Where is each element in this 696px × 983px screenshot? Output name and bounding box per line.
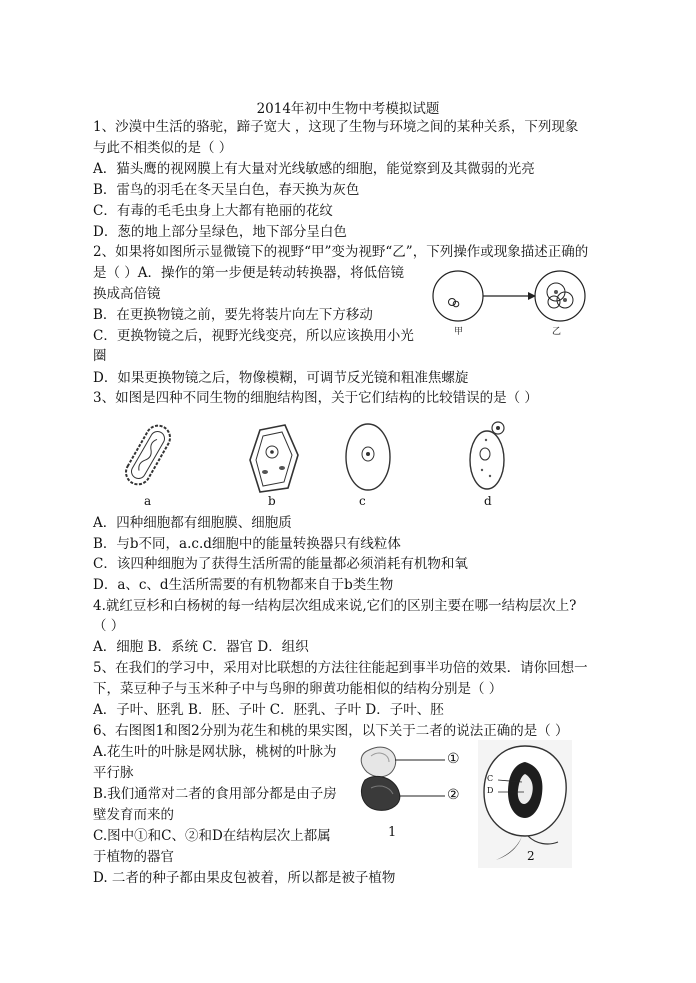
q4-stem-line2: （ ） xyxy=(93,618,125,634)
q3-option-d: D．a、c、d生活所需要的有机物都来自于b类生物 xyxy=(93,577,394,593)
q2-option-a-cont: 换成高倍镜 xyxy=(93,286,161,302)
figure-1-number: 1 xyxy=(388,825,397,840)
q2-stem-line1: 2、如果将如图所示显微镜下的视野“甲”变为视野“乙”，下列操作或现象描述正确的 xyxy=(93,244,589,260)
q5-stem-line1: 5、在我们的学习中，采用对比联想的方法往往能起到事半功倍的效果．请你回想一 xyxy=(93,660,588,676)
q2-option-c-cont: 圈 xyxy=(93,348,107,364)
field-label-yi: 乙 xyxy=(552,327,562,337)
q3-option-a: A．四种细胞都有细胞膜、细胞质 xyxy=(93,515,292,531)
peanut-fruit-figure xyxy=(355,740,470,845)
peach-drawing xyxy=(478,740,572,868)
q6-option-c-line1: C.图中①和C、②和D在结构层次上都属 xyxy=(93,828,331,844)
q1-option-a: A．猫头鹰的视网膜上有大量对光线敏感的细胞，能觉察到及其微弱的光亮 xyxy=(93,161,535,177)
figure-2-number: 2 xyxy=(527,849,535,863)
microscope-field-figure xyxy=(430,262,600,342)
q6-option-d: D. 二者的种子都由果皮包被着，所以都是被子植物 xyxy=(93,870,396,886)
q4-options: A．细胞 B．系统 C．器官 D．组织 xyxy=(93,639,309,655)
cell-label-c: c xyxy=(359,494,366,508)
q2-option-c: C．更换物镜之后，视野光线变亮，所以应该换用小光 xyxy=(93,328,414,344)
peach-fruit-figure xyxy=(478,740,572,868)
q3-option-b: B．与b不同，a.c.d细胞中的能量转换器只有线粒体 xyxy=(93,536,401,552)
q2-option-d: D．如果更换物镜之后，物像模糊，可调节反光镜和粗准焦螺旋 xyxy=(93,370,469,386)
q2-option-b: B．在更换物镜之前，要先将装片向左下方移动 xyxy=(93,307,373,323)
q1-option-d: D．葱的地上部分呈绿色，地下部分呈白色 xyxy=(93,224,347,240)
q1-option-b: B．雷鸟的羽毛在冬天呈白色，春天换为灰色 xyxy=(93,182,360,198)
q2-stem-line2: 是（ ）A．操作的第一步便是转动转换器，将低倍镜 xyxy=(93,265,405,281)
q4-stem-line1: 4.就红豆杉和白杨树的每一结构层次组成来说,它们的区别主要在哪一结构层次上? xyxy=(93,598,577,614)
cell-label-d: d xyxy=(484,494,492,508)
q3-stem: 3、如图是四种不同生物的细胞结构图，关于它们结构的比较错误的是（ ） xyxy=(93,390,538,406)
peach-label-c: C xyxy=(487,774,494,783)
q6-option-b-line2: 壁发育而来的 xyxy=(93,807,174,823)
peanut-marker-2: ② xyxy=(447,787,460,803)
q1-option-c: C．有毒的毛毛虫身上大都有艳丽的花纹 xyxy=(93,203,333,219)
q5-stem-line2: 下，菜豆种子与玉米种子中与鸟卵的卵黄功能相似的结构分别是（ ） xyxy=(93,681,503,697)
q5-options: A．子叶、胚乳 B．胚、子叶 C．胚乳、子叶 D．子叶、胚 xyxy=(93,702,444,718)
peanut-marker-1: ① xyxy=(447,751,460,767)
cell-label-b: b xyxy=(268,494,276,508)
q6-option-b-line1: B.我们通常对二者的食用部分都是由子房 xyxy=(93,786,337,802)
peach-label-d: D xyxy=(487,786,494,795)
q6-option-a-line2: 平行脉 xyxy=(93,765,134,781)
q6-option-c-line2: 于植物的器官 xyxy=(93,849,174,865)
q1-stem-line1: 1、沙漠中生活的骆驼，蹄子宽大 ，这现了生物与环境之间的某种关系，下列现象 xyxy=(93,119,579,135)
cell-label-a: a xyxy=(144,494,152,508)
q1-stem-line2: 与此不相类似的是（ ） xyxy=(93,140,233,156)
cell-structures-figure xyxy=(120,410,520,515)
q3-option-c: C．该四种细胞为了获得生活所需的能量都必须消耗有机物和氧 xyxy=(93,556,468,572)
page-title: 2014年初中生物中考模拟试题 xyxy=(256,101,440,117)
cell-structures-drawing xyxy=(120,410,520,515)
q6-stem: 6、右图图1和图2分别为花生和桃的果实图，以下关于二者的说法正确的是（ ） xyxy=(93,723,569,739)
q6-option-a-line1: A.花生叶的叶脉是网状脉，桃树的叶脉为 xyxy=(93,744,337,760)
field-label-jia: 甲 xyxy=(454,327,464,337)
